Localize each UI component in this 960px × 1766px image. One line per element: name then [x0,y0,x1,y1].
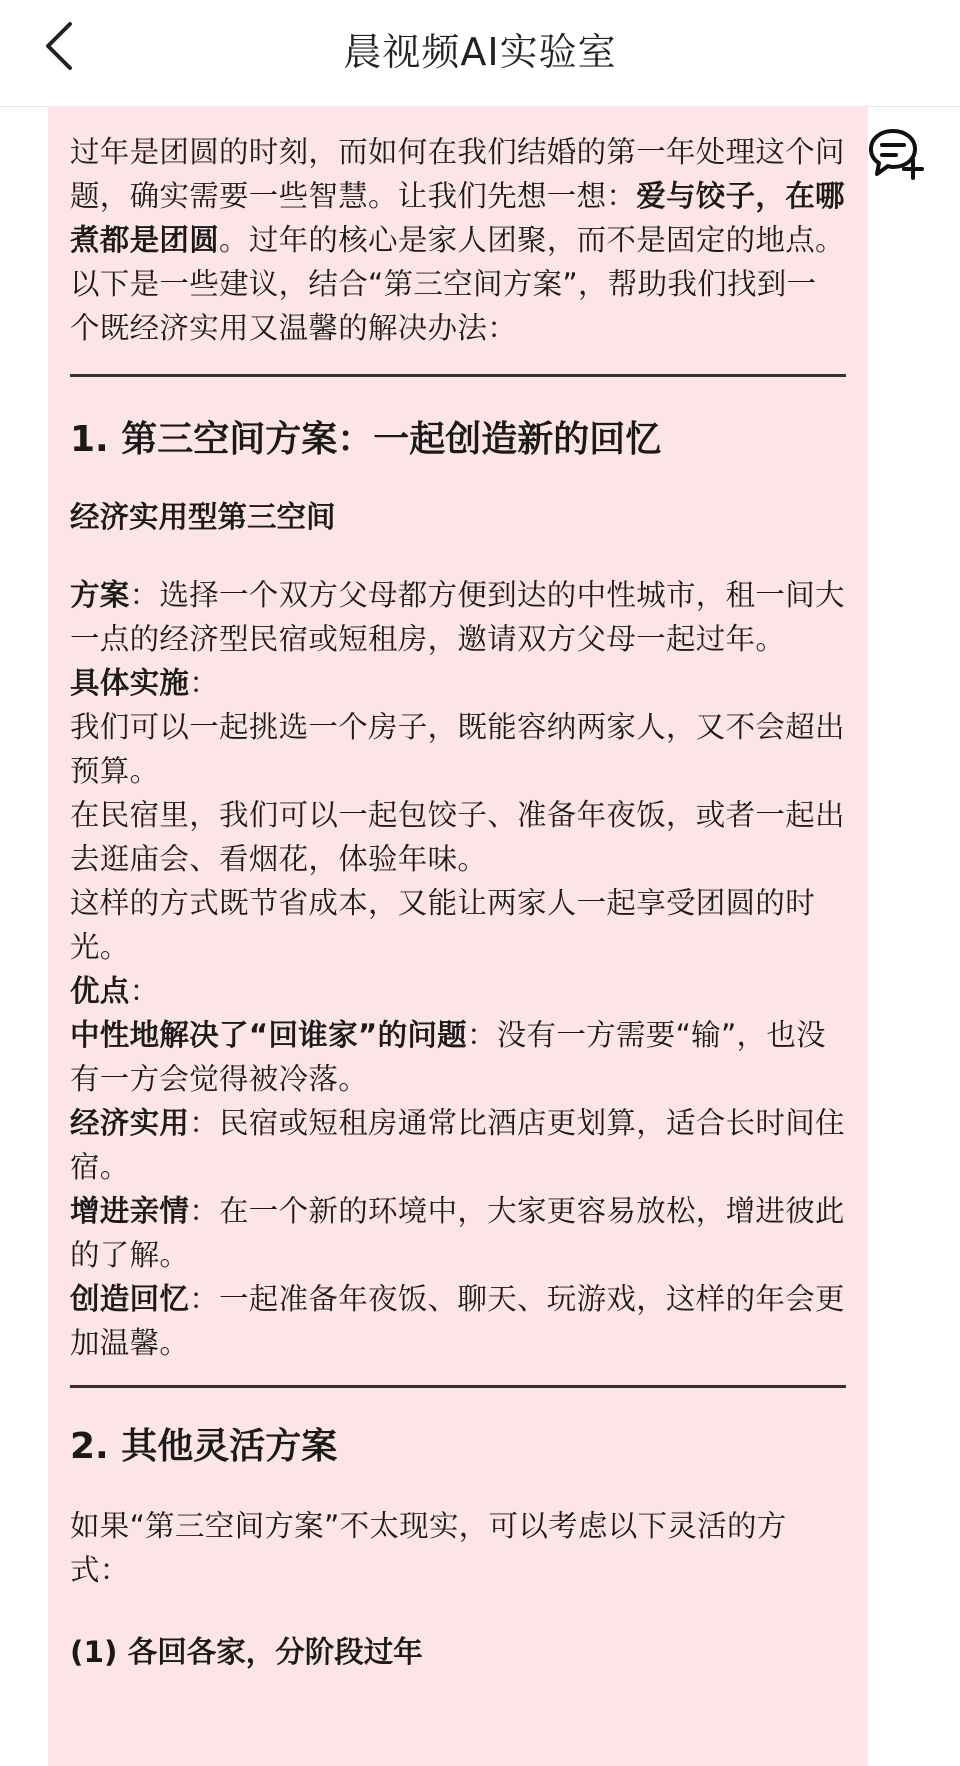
plan-paragraph [70,573,846,661]
page-title: 晨视频AI实验室 [343,30,617,74]
section2-heading: 2. 其他灵活方案 [70,1426,338,1467]
section1-heading: 1. 第三空间方案：一起创造新的回忆 [70,419,662,460]
pro-item-text: ：民宿或短租房通常比酒店更划算，适合长时间住宿。 [70,1106,845,1184]
ai-response-message [48,106,868,1766]
implementation-label: 具体实施 [70,666,190,700]
section1-subheading: 经济实用型第三空间 [70,500,336,534]
new-chat-button[interactable] [866,126,928,182]
intro-highlight: 爱与饺子，在哪煮都是团圆 [70,179,845,257]
intro-text-b: 。过年的核心是家人团聚，而不是固定的地点。以下是一些建议，结合“第三空间方案”，帮助我们找到一个既经济实用又温馨的解决办法： [70,223,845,345]
pros-label-line [70,969,846,1013]
section-divider [70,374,846,377]
pro-item [70,1013,846,1101]
pro-item-text: ：一起准备年夜饭、聊天、玩游戏，这样的年会更加温馨。 [70,1282,845,1360]
implementation-item: 这样的方式既节省成本，又能让两家人一起享受团圆的时光。 [70,886,816,964]
pros-label: 优点 [70,974,130,1008]
implementation-item: 在民宿里，我们可以一起包饺子、准备年夜饭，或者一起出去逛庙会、看烟花，体验年味。 [70,798,845,876]
section-divider [70,1385,846,1388]
top-nav-bar [0,0,960,107]
section2-subheading: (1) 各回各家，分阶段过年 [70,1635,423,1669]
plan-text: ：选择一个双方父母都方便到达的中性城市，租一间大一点的经济型民宿或短租房，邀请双方父母一起过年。 [70,578,845,656]
pro-item-text: ：在一个新的环境中，大家更容易放松，增进彼此的了解。 [70,1194,845,1272]
pro-item [70,1101,846,1189]
pro-item-text: ：没有一方需要“输”，也没有一方会觉得被冷落。 [70,1018,826,1096]
chat-add-icon [866,126,928,182]
plan-label: 方案 [70,578,130,612]
implementation-colon: ： [189,666,220,700]
pro-item [70,1277,846,1365]
pro-item-label: 经济实用 [70,1106,190,1140]
pros-colon: ： [129,974,160,1008]
intro-paragraph [70,130,846,350]
intro-text-a: 过年是团圆的时刻，而如何在我们结婚的第一年处理这个问题，确实需要一些智慧。让我们先想一想： [70,135,845,213]
pro-item-label: 中性地解决了“回谁家”的问题 [70,1018,467,1052]
section2-intro: 如果“第三空间方案”不太现实，可以考虑以下灵活的方式： [70,1509,787,1587]
pro-item [70,1189,846,1277]
pro-item-label: 创造回忆 [70,1282,190,1316]
implementation-item: 我们可以一起挑选一个房子，既能容纳两家人，又不会超出预算。 [70,710,845,788]
implementation-label-line [70,661,846,705]
pro-item-label: 增进亲情 [70,1194,190,1228]
